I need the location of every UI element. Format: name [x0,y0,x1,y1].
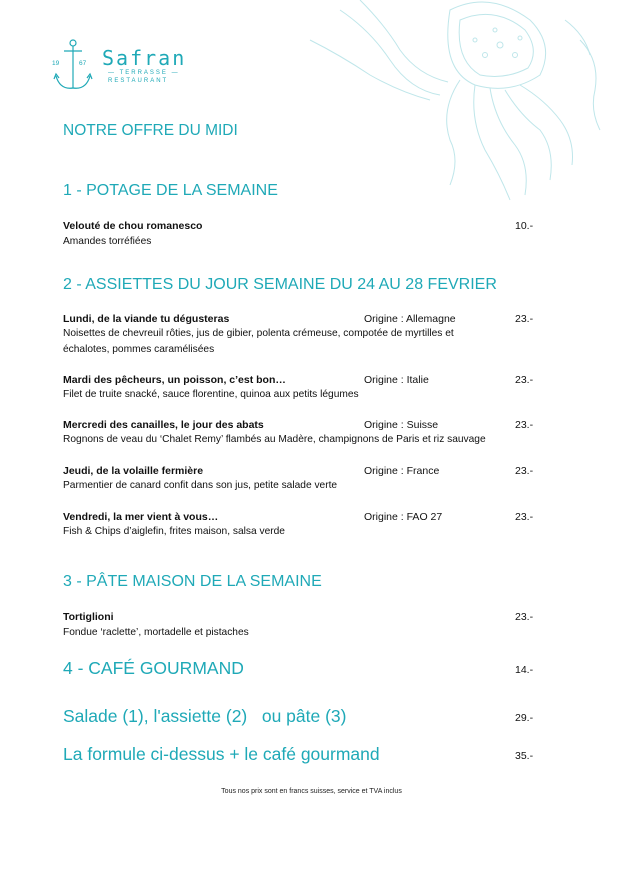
dish-price: 23.- [515,511,534,523]
dish-name: Mardi des pêcheurs, un poisson, c’est bon… [63,374,286,386]
dish-origin: Origine : France [364,465,440,477]
dish-origin: Origine : Suisse [364,419,439,431]
logo-year-left: 19 [52,60,60,67]
dish-origin: Origine : Allemagne [364,313,456,325]
dish-description: échalotes, pommes caramélisées [63,344,215,355]
combo2-label: La formule ci-dessus + le café gourmand [63,744,380,764]
combo1-price: 29.- [515,712,534,724]
logo-line2: RESTAURANT [108,78,169,84]
jellyfish-illustration [300,0,623,210]
logo-year-right: 67 [79,60,87,67]
dish-description: Filet de truite snacké, sauce florentine, quinoa aux petits légumes [63,389,359,400]
dish-description: Parmentier de canard confit dans son jus, petite salade verte [63,480,338,491]
section2-heading: 2 - ASSIETTES DU JOUR SEMAINE DU 24 AU 28 FEVRIER [63,276,497,293]
combo2-price: 35.- [515,750,534,762]
dish-price: 23.- [515,313,534,325]
dish-origin: Origine : FAO 27 [364,511,443,523]
page-title: NOTRE OFFRE DU MIDI [63,122,238,139]
logo-line1: — TERRASSE — [108,70,180,76]
combo1-label: Salade (1), l'assiette (2) ou pâte (3) [63,706,347,726]
section4-heading: 4 - CAFÉ GOURMAND [63,658,244,678]
dish-price: 23.- [515,374,534,386]
dish-price: 10.- [515,220,534,232]
dish-description: Amandes torréfiées [63,236,152,247]
dish-name: Jeudi, de la volaille fermière [63,465,204,477]
section3-heading: 3 - PÂTE MAISON DE LA SEMAINE [63,573,322,590]
dish-name: Lundi, de la viande tu dégusteras [63,313,230,325]
dish-description: Fish & Chips d’aiglefin, frites maison, salsa verde [63,526,285,537]
section1-heading: 1 - POTAGE DE LA SEMAINE [63,182,278,199]
dish-name: Vendredi, la mer vient à vous… [63,511,219,523]
dish-name: Velouté de chou romanesco [63,220,203,232]
dish-price: 23.- [515,611,534,623]
dish-price: 23.- [515,419,534,431]
footer-note: Tous nos prix sont en francs suisses, service et TVA inclus [221,788,402,795]
dish-description: Noisettes de chevreuil rôties, jus de gibier, polenta crémeuse, compotée de myrtilles et [63,328,454,339]
logo-name: Safran [102,46,187,70]
dish-price: 23.- [515,465,534,477]
dish-name: Mercredi des canailles, le jour des abats [63,419,264,431]
dish-description: Fondue ‘raclette’, mortadelle et pistaches [63,627,249,638]
section4-price: 14.- [515,664,534,676]
dish-origin: Origine : Italie [364,374,429,386]
dish-description: Rognons de veau du ‘Chalet Remy’ flambés au Madère, champignons de Paris et riz sauvage [63,434,486,445]
dish-name: Tortiglioni [63,611,114,623]
